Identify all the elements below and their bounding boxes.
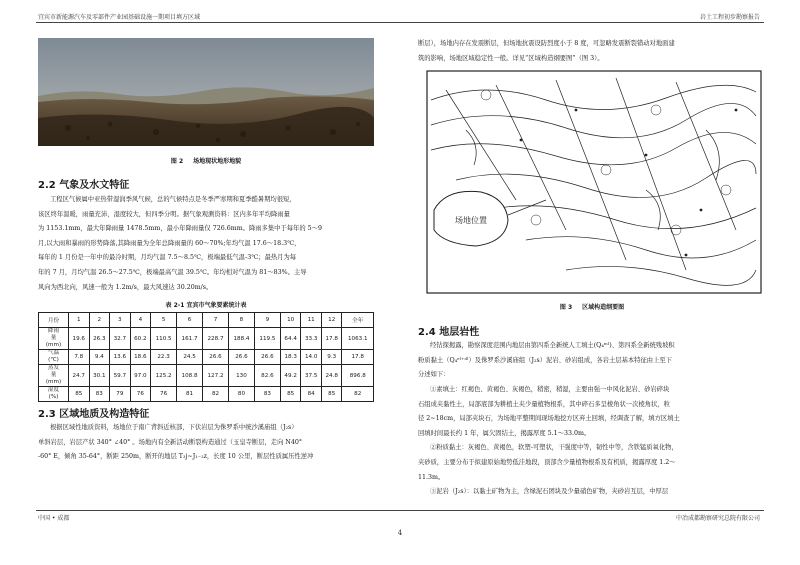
table-cell: 26.6 <box>203 350 229 365</box>
row-label-part: (%) <box>48 394 59 401</box>
table-cell: 1063.1 <box>342 328 374 350</box>
table-cell: 125.2 <box>151 365 177 387</box>
text-line: 夹砂质，主要分布于拟建原始地势低洼地段，顶部含少量植物根系及有机质，揭露厚度 1.2～ <box>418 458 676 466</box>
row-label-part: 降雨 <box>47 328 60 335</box>
table-cell: 17.8 <box>321 328 342 350</box>
row-label-part: 气温 <box>47 350 60 357</box>
table-cell: 80 <box>228 387 254 402</box>
page-number: 4 <box>397 529 403 537</box>
table-row-label <box>39 328 69 350</box>
table-cell: 82 <box>203 387 229 402</box>
table-header-cell: 12 <box>321 313 342 328</box>
table-cell: 19.6 <box>69 328 90 350</box>
row-label-part: 湿度 <box>47 387 60 394</box>
text-line: 断层），场地内存在发震断层，但场地抗震设防烈度小于 8 度，可忽略发震断裂错动对地面建 <box>418 40 675 47</box>
text-line: 为 1153.1mm，最大年降雨量 1478.5mm，最小年降雨量仅 726.6mm。降雨多集中于每年的 5～9 <box>38 225 322 233</box>
table-cell: 76 <box>130 387 151 402</box>
table-row <box>39 365 374 387</box>
row-label-part: (mm) <box>45 342 62 349</box>
text-line: 筑的影响，场地区域稳定性一般。详见“区域构造纲要图”（图 3）。 <box>418 54 604 62</box>
text-line: ①素填土：红褐色、黄褐色、灰褐色，稍密，稍湿，主要由强一中风化泥岩、砂岩碎块 <box>430 385 670 393</box>
section-2-3-body <box>38 421 374 465</box>
table-header-cell: 7 <box>203 313 229 328</box>
table-header-cell: 9 <box>254 313 280 328</box>
table-cell: 26.6 <box>228 350 254 365</box>
table-header-cell: 3 <box>110 313 131 328</box>
table-cell: 49.2 <box>280 365 301 387</box>
table-header-cell: 5 <box>151 313 177 328</box>
table-cell: 60.2 <box>130 328 151 350</box>
text-line: 经钻探揭露，勘察深度范围内地层由第四系全新统人工填土(Q₄ᵐˡ)、第四系全新统残坡积 <box>430 342 675 350</box>
table-cell: 14.0 <box>301 350 322 365</box>
table-cell: 32.7 <box>110 328 131 350</box>
table-cell: 37.5 <box>301 365 322 387</box>
table-cell: 85 <box>69 387 90 402</box>
text-line: 年的 7 月，月均气温 26.5～27.5℃，极端最高气温 39.5℃。年均相对气温为 81～83%。主导 <box>38 268 307 276</box>
table-header-cell: 全年 <box>342 313 374 328</box>
text-line: 粉质黏土（Q₄ᵉˡ⁺ᵈˡ）及侏罗系沙溪庙组（J₂s）泥岩、砂岩组成，各岩土层基本特征由上至下 <box>418 356 672 364</box>
text-line: 11.3m。 <box>418 473 445 481</box>
table-cell: 84 <box>301 387 322 402</box>
table-cell: 76 <box>151 387 177 402</box>
figure-2-label: 图 2 <box>170 158 184 165</box>
table-2-1-title: 表 2-1 宜宾市气象要素统计表 <box>165 302 247 310</box>
table-header-cell: 10 <box>280 313 301 328</box>
table-cell: 127.2 <box>203 365 229 387</box>
table-cell: 83 <box>89 387 110 402</box>
table-cell: 26.6 <box>254 350 280 365</box>
table-cell: 24.8 <box>321 365 342 387</box>
table-cell: 18.6 <box>130 350 151 365</box>
text-line: 每年的 1 月份是一年中的最冷时期，月均气温 7.5～8.5℃，极端最低气温-3℃；最热月为每 <box>38 254 297 262</box>
table-cell: 7.8 <box>69 350 90 365</box>
right-column <box>418 38 766 500</box>
table-header-cell: 2 <box>89 313 110 328</box>
table-cell: 18.3 <box>280 350 301 365</box>
table-row <box>39 387 374 402</box>
section-2-4-heading: 2.4 地层岩性 <box>418 327 480 339</box>
figure-2-caption <box>38 156 374 165</box>
table-cell: 9.3 <box>321 350 342 365</box>
footer-divider <box>36 510 764 511</box>
row-label-part: (mm) <box>45 379 62 386</box>
site-photo-image <box>38 38 374 146</box>
table-row <box>39 328 374 350</box>
text-line: 月,以大雨和暴雨的形势降落,其降雨量为全年总降雨量的 60～70%;年均气温 17.6～18.3℃， <box>38 239 301 247</box>
section-2-3-heading: 2.3 区域地质及构造特征 <box>38 409 150 421</box>
table-cell: 22.3 <box>151 350 177 365</box>
fault-text <box>418 37 766 66</box>
row-label-part: (℃) <box>48 357 59 364</box>
table-header-cell: 6 <box>177 313 203 328</box>
table-cell: 97.0 <box>130 365 151 387</box>
text-line: ③泥岩（J₂s）：以黏土矿物为主，含绿泥石团块及少量硝色矿物，夹砂岩互层，中厚层 <box>430 488 669 496</box>
row-label-part: 量 <box>50 372 57 379</box>
text-line: 风向为西北向，风速一般为 1.2m/s，最大风速达 30.20m/s。 <box>38 283 213 291</box>
footer-company: 中冶成都勘察研究总院有限公司 <box>675 515 760 522</box>
table-cell: 130 <box>228 365 254 387</box>
table-header-cell: 4 <box>130 313 151 328</box>
structure-map-image <box>426 70 762 294</box>
table-row <box>39 350 374 365</box>
header-title-right: 岩土工程初步勘察报告 <box>699 14 760 21</box>
table-cell: 83 <box>254 387 280 402</box>
table-row-label <box>39 365 69 387</box>
table-header-cell: 11 <box>301 313 322 328</box>
text-line: 分述如下： <box>418 371 450 379</box>
section-2-2-heading: 2.2 气象及水文特征 <box>38 180 130 191</box>
figure-3-label: 图 3 <box>559 304 573 312</box>
table-cell: 24.5 <box>177 350 203 365</box>
text-line: -60° E，倾角 35-64°，断距 250m，断开的地层 T₃j~J₁₋₂z，长度 10 公里，断层性质属压性逆冲 <box>38 453 314 461</box>
table-cell: 82.6 <box>254 365 280 387</box>
text-line: 单斜岩层，岩层产状 340° ∠40° 。场地内有全新活动断裂构造通过（玉皇寺断层，走向 N40° <box>38 438 303 446</box>
table-cell: 30.1 <box>89 365 110 387</box>
table-header-cell: 8 <box>228 313 254 328</box>
table-cell: 17.8 <box>342 350 374 365</box>
section-2-2-body <box>38 193 374 295</box>
table-cell: 26.3 <box>89 328 110 350</box>
left-column <box>38 38 374 465</box>
table-row-label <box>39 387 69 402</box>
table-cell: 228.7 <box>203 328 229 350</box>
table-cell: 896.8 <box>342 365 374 387</box>
table-cell: 188.4 <box>228 328 254 350</box>
table-cell: 161.7 <box>177 328 203 350</box>
row-label-part: 蒸发 <box>47 365 60 372</box>
text-line: 该区终年温暖，雨量充沛，湿度较大，但四季分明。据气象观测资料：区内多年平均降雨量 <box>38 210 290 218</box>
table-cell: 9.4 <box>89 350 110 365</box>
table-cell: 59.7 <box>110 365 131 387</box>
regional-structure-map <box>426 70 762 294</box>
text-line: 工程区气候属中亚热带湿润季风气候，总的气候特点是冬季严寒期和夏季酷暑期均很短， <box>50 196 296 203</box>
table-cell: 85 <box>321 387 342 402</box>
text-line: 根据区域性地质资料，场地位于南广背斜近核部，下伏岩层为侏罗系中统沙溪庙组（J₂s） <box>50 424 298 432</box>
text-line: 回填时间最长约 1 年，属欠固结土，揭露厚度 5.1～33.0m。 <box>418 429 591 437</box>
figure-2-title: 场地现状地形地貌 <box>193 158 242 165</box>
table-header-cell: 月份 <box>39 313 69 328</box>
table-cell: 110.5 <box>151 328 177 350</box>
weather-table <box>38 312 374 402</box>
table-cell: 64.4 <box>280 328 301 350</box>
footer-location: 中国 • 成都 <box>38 515 70 522</box>
table-cell: 119.5 <box>254 328 280 350</box>
table-cell: 81 <box>177 387 203 402</box>
figure-3-caption <box>418 302 766 311</box>
site-location-label: 场地位置 <box>455 216 487 226</box>
text-line: 石组成夹黏性土，局部底部为耕植土夹少量植物根系，其中碎石多呈棱角状一次棱角状，粒 <box>418 400 670 408</box>
table-header-cell: 1 <box>69 313 90 328</box>
section-2-4-body <box>418 339 766 500</box>
table-cell: 85 <box>280 387 301 402</box>
table-cell: 108.8 <box>177 365 203 387</box>
table-header-row <box>39 313 374 328</box>
row-label-part: 量 <box>50 335 57 342</box>
text-line: ②粉质黏土：灰褐色、黄褐色，软塑-可塑状，干强度中等，韧性中等，含铁锰质氧化物， <box>430 444 678 452</box>
text-line: 径 2~18cm，局部夹块石，为场地平整期间现场地挖方区弃土回填，经调查了解，填方区填土 <box>418 415 680 423</box>
table-cell: 33.3 <box>301 328 322 350</box>
table-cell: 24.7 <box>69 365 90 387</box>
table-cell: 13.6 <box>110 350 131 365</box>
header-divider <box>36 22 764 23</box>
table-cell: 82 <box>342 387 374 402</box>
site-photo <box>38 38 374 146</box>
header-title-left: 宜宾市新能源汽车及零部件产业园基础设施一期项目填方区域 <box>38 14 201 21</box>
figure-3-title: 区域构造纲要图 <box>582 304 625 312</box>
table-cell: 79 <box>110 387 131 402</box>
table-row-label <box>39 350 69 365</box>
